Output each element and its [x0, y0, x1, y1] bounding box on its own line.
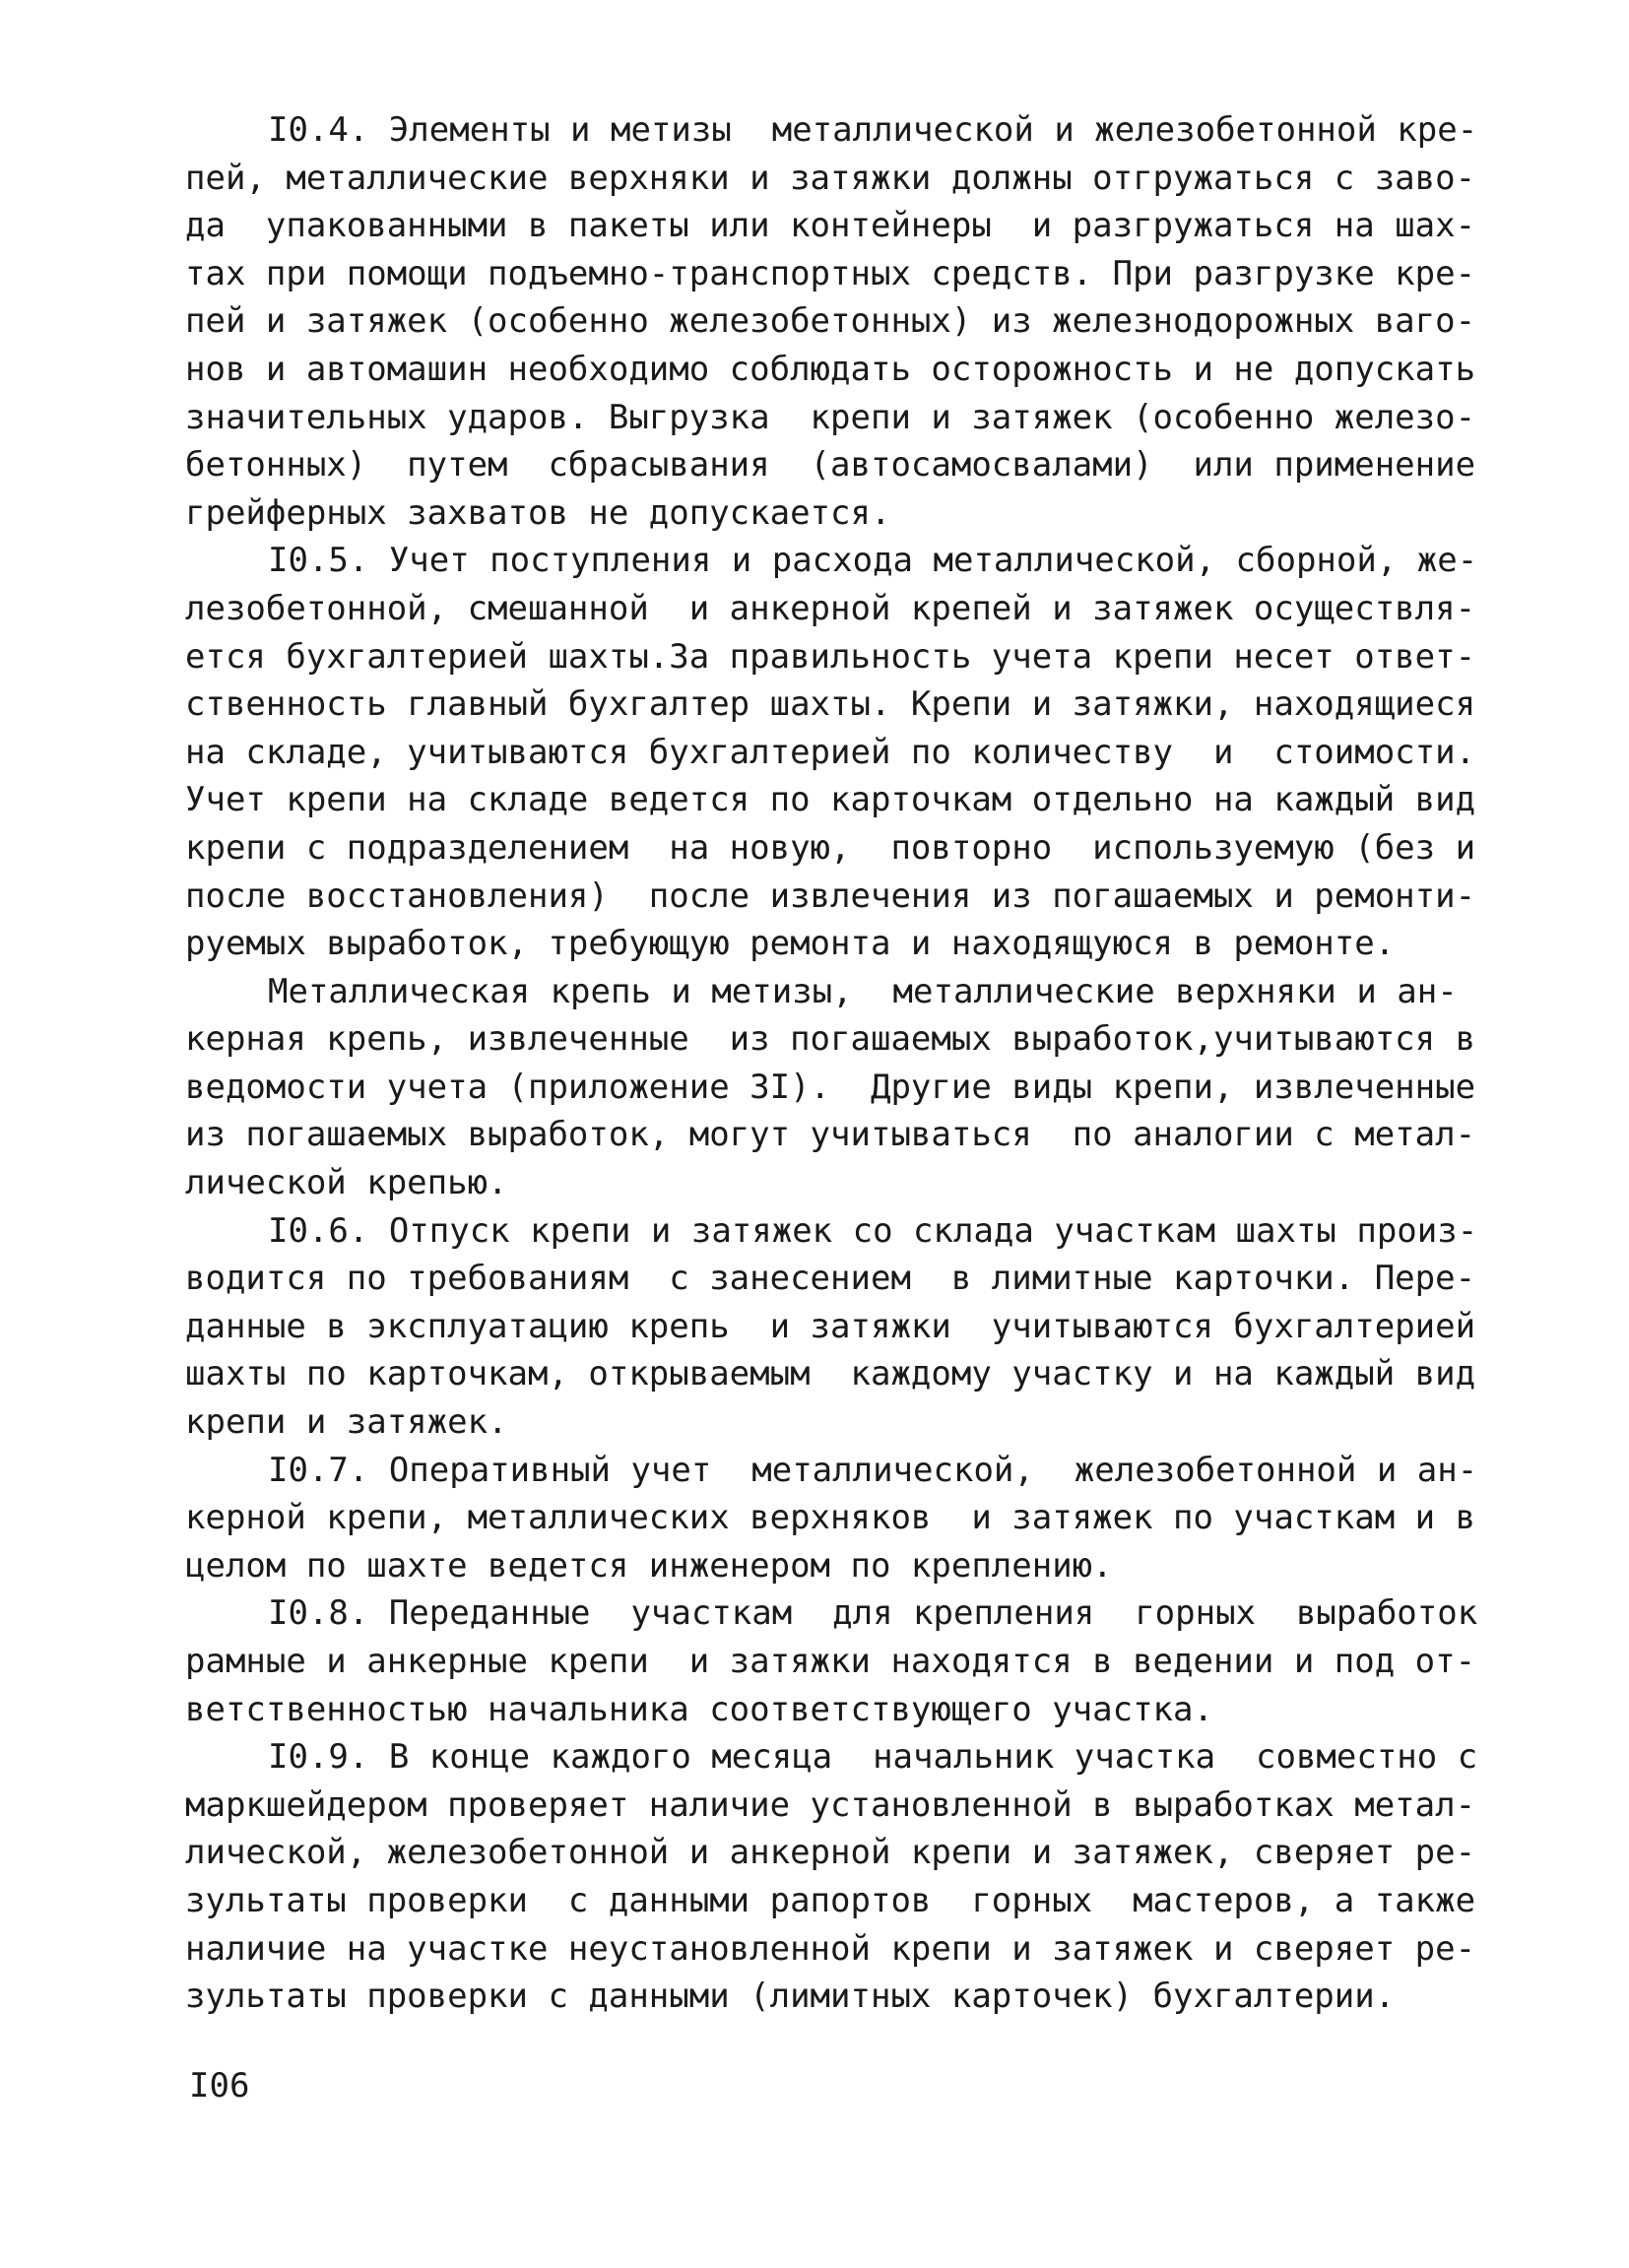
text-line: после восстановления) после извлечения из погашаемых и ремонти- [185, 875, 1476, 916]
text-line: ется бухгалтерией шахты.За правильность учета крепи несет ответ- [185, 636, 1476, 677]
text-line: I0.7. Оперативный учет металлической, железобетонной и ан- [268, 1450, 1478, 1490]
text-line: бетонных) путем сбрасывания (автосамосвалами) или применение [185, 445, 1476, 486]
text-line: водится по требованиям с занесением в лимитные карточки. Пере- [185, 1259, 1476, 1299]
text-line: тах при помощи подъемно-транспортных средств. При разгрузке кре- [185, 253, 1476, 293]
text-line: лической, железобетонной и анкерной крепи и затяжек, сверяет ре- [185, 1833, 1476, 1873]
text-line: керной крепи, металлических верхняков и затяжек по участкам и в [185, 1498, 1476, 1538]
paragraph-10-4 [185, 106, 1478, 537]
text-line: I0.5. Учет поступления и расхода металлической, сборной, же- [268, 541, 1478, 581]
text-line: Учет крепи на складе ведется по карточкам отдельно на каждый вид [185, 780, 1476, 820]
text-line: I0.4. Элементы и метизы металлической и железобетонной кре- [268, 110, 1478, 150]
text-line: рамные и анкерные крепи и затяжки находятся в ведении и под от- [185, 1642, 1476, 1681]
text-line: пей, металлические верхняки и затяжки должны отгружаться с заво- [185, 158, 1476, 198]
text-line: Металлическая крепь и метизы, металлические верхняки и ан- [268, 971, 1458, 1011]
text-line: нов и автомашин необходимо соблюдать осторожность и не допускать [185, 349, 1476, 389]
paragraph-10-6 [185, 1207, 1478, 1447]
document-body [185, 106, 1478, 2021]
text-line: на складе, учитываются бухгалтерией по количеству и стоимости. [185, 732, 1476, 772]
text-line: ственность главный бухгалтер шахты. Крепи и затяжки, находящиеся [185, 684, 1476, 725]
text-line: ведомости учета (приложение 3I). Другие виды крепи, извлеченные [185, 1067, 1476, 1107]
text-line: да упакованными в пакеты или контейнеры и разгружаться на шах- [185, 206, 1476, 246]
text-line: зультаты проверки с данными рапортов горных мастеров, а также [185, 1880, 1476, 1920]
text-line: ветственностью начальника соответствующего участка. [185, 1689, 1213, 1729]
text-line: зультаты проверки с данными (лимитных карточек) бухгалтерии. [185, 1976, 1396, 2017]
text-line: шахты по карточкам, открываемым каждому участку и на каждый вид [185, 1354, 1476, 1394]
text-line: из погашаемых выработок, могут учитываться по аналогии с метал- [185, 1115, 1476, 1155]
text-line: I0.8. Переданные участкам для крепления горных выработок [268, 1593, 1478, 1634]
text-line: данные в эксплуатацию крепь и затяжки учитываются бухгалтерией [185, 1306, 1476, 1346]
text-line: лезобетонной, смешанной и анкерной крепей и затяжек осуществля- [185, 588, 1476, 628]
paragraph-10-9 [185, 1733, 1478, 2021]
text-line: пей и затяжек (особенно железобетонных) из железнодорожных ваго- [185, 301, 1476, 342]
paragraph-10-8 [185, 1589, 1478, 1733]
paragraph-10-5-continued [185, 968, 1476, 1207]
text-line: керная крепь, извлеченные из погашаемых выработок,учитываются в [185, 1019, 1476, 1060]
text-line: I0.6. Отпуск крепи и затяжек со склада участкам шахты произ- [268, 1210, 1478, 1251]
text-line: грейферных захватов не допускается. [185, 492, 891, 533]
paragraph-10-7 [185, 1447, 1478, 1590]
text-line: руемых выработок, требующую ремонта и находящуюся в ремонте. [185, 924, 1396, 964]
page-number: I06 [189, 2066, 250, 2106]
text-line: лической крепью. [185, 1163, 508, 1203]
text-line: значительных ударов. Выгрузка крепи и затяжек (особенно железо- [185, 397, 1476, 437]
text-line: I0.9. В конце каждого месяца начальник участка совместно с [268, 1737, 1478, 1778]
text-line: крепи и затяжек. [185, 1402, 508, 1443]
text-line: целом по шахте ведется инженером по креплению. [185, 1545, 1113, 1586]
text-line: маркшейдером проверяет наличие установленной в выработках метал- [185, 1784, 1476, 1825]
paragraph-10-5 [185, 537, 1478, 967]
text-line: наличие на участке неустановленной крепи и затяжек и сверяет ре- [185, 1928, 1476, 1969]
text-line: крепи с подразделением на новую, повторно используемую (без и [185, 827, 1476, 868]
